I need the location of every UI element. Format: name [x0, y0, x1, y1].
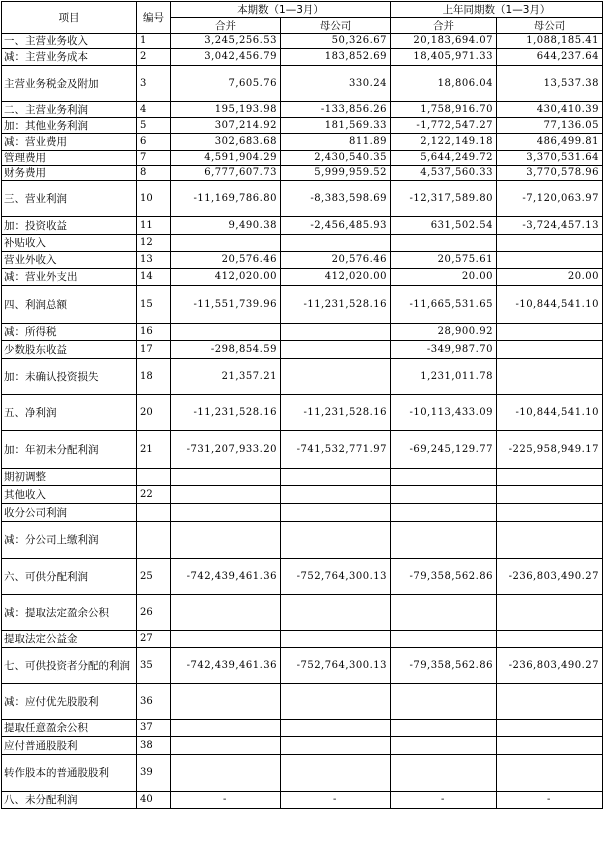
current-consolidated-value: 3,042,456.79	[171, 49, 281, 66]
prior-parent-value: 1,088,185.41	[497, 34, 603, 49]
row-item-label: 减：分公司上缴利润	[2, 522, 137, 559]
prior-consolidated-value	[391, 755, 497, 792]
prior-parent-value: 486,499.81	[497, 134, 603, 151]
row-item-label: 减：营业外支出	[2, 269, 137, 286]
current-consolidated-value: -731,207,933.20	[171, 431, 281, 469]
current-parent-value	[281, 324, 391, 341]
current-consolidated-value	[171, 522, 281, 559]
table-row	[2, 49, 603, 66]
table-row	[2, 66, 603, 102]
row-code: 37	[137, 720, 171, 737]
current-period-header: 本期数（1—3月）	[171, 2, 391, 18]
row-code	[137, 504, 171, 522]
prior-consolidated-value	[391, 737, 497, 755]
prior-parent-value	[497, 720, 603, 737]
current-parent-value: 50,326.67	[281, 34, 391, 49]
row-code: 36	[137, 684, 171, 720]
current-consolidated-value: -	[171, 792, 281, 809]
table-row	[2, 359, 603, 395]
row-item-label: 转作股本的普通股股利	[2, 755, 137, 792]
current-consolidated-value	[171, 755, 281, 792]
prior-parent-value	[497, 684, 603, 720]
row-item-label: 加：未确认投资损失	[2, 359, 137, 395]
row-item-label: 减：提取法定盈余公积	[2, 595, 137, 631]
table-row	[2, 631, 603, 648]
table-row	[2, 737, 603, 755]
prior-parent-value	[497, 486, 603, 504]
row-code: 1	[137, 34, 171, 49]
table-row	[2, 102, 603, 118]
prior-parent-value: -225,958,949.17	[497, 431, 603, 469]
row-code: 22	[137, 486, 171, 504]
row-item-label: 七、可供投资者分配的利润	[2, 648, 137, 684]
current-parent-value	[281, 504, 391, 522]
row-item-label: 二、主营业务利润	[2, 102, 137, 118]
current-consolidated-value: 307,214.92	[171, 118, 281, 134]
prior-parent-value: -7,120,063.97	[497, 181, 603, 217]
table-row	[2, 684, 603, 720]
table-row	[2, 395, 603, 431]
prior-parent-value: 13,537.38	[497, 66, 603, 102]
current-parent-value: -752,764,300.13	[281, 648, 391, 684]
current-consolidated-value: 4,591,904.29	[171, 151, 281, 166]
row-item-label: 财务费用	[2, 166, 137, 181]
prior-consolidated-value: -10,113,433.09	[391, 395, 497, 431]
current-parent-value	[281, 341, 391, 359]
current-consolidated-value: 20,576.46	[171, 252, 281, 269]
table-row	[2, 469, 603, 486]
current-parent-value: 181,569.33	[281, 118, 391, 134]
row-item-label: 营业外收入	[2, 252, 137, 269]
row-item-label: 四、利润总额	[2, 286, 137, 324]
current-consolidated-value	[171, 324, 281, 341]
row-item-label: 提取法定公益金	[2, 631, 137, 648]
row-code: 2	[137, 49, 171, 66]
prior-consolidated-value: -79,358,562.86	[391, 648, 497, 684]
row-item-label: 八、未分配利润	[2, 792, 137, 809]
current-consolidated-value: -298,854.59	[171, 341, 281, 359]
row-item-label: 其他收入	[2, 486, 137, 504]
statement-body	[2, 34, 603, 809]
current-consolidated-value: -742,439,461.36	[171, 559, 281, 595]
prior-parent-value: 644,237.64	[497, 49, 603, 66]
prior-consolidated-value: -79,358,562.86	[391, 559, 497, 595]
row-item-label: 减：应付优先股股利	[2, 684, 137, 720]
prior-parent-value: 77,136.05	[497, 118, 603, 134]
current-parent-value	[281, 595, 391, 631]
prior-consolidated-value	[391, 631, 497, 648]
income-statement-table	[1, 1, 603, 809]
row-code: 11	[137, 217, 171, 235]
current-consolidated-header: 合并	[171, 18, 281, 34]
prior-consolidated-value: 631,502.54	[391, 217, 497, 235]
row-code: 35	[137, 648, 171, 684]
row-item-label: 五、净利润	[2, 395, 137, 431]
row-code: 5	[137, 118, 171, 134]
current-parent-value	[281, 684, 391, 720]
current-parent-value: 183,852.69	[281, 49, 391, 66]
prior-consolidated-value: 1,231,011.78	[391, 359, 497, 395]
current-consolidated-value: 302,683.68	[171, 134, 281, 151]
prior-consolidated-value: -12,317,589.80	[391, 181, 497, 217]
row-code: 10	[137, 181, 171, 217]
prior-parent-value: 3,770,578.96	[497, 166, 603, 181]
row-item-label: 一、主营业务收入	[2, 34, 137, 49]
current-parent-value: -752,764,300.13	[281, 559, 391, 595]
prior-consolidated-header: 合并	[391, 18, 497, 34]
current-parent-value	[281, 737, 391, 755]
row-code: 25	[137, 559, 171, 595]
prior-consolidated-value: 1,758,916.70	[391, 102, 497, 118]
current-parent-value: -11,231,528.16	[281, 286, 391, 324]
prior-consolidated-value	[391, 595, 497, 631]
prior-consolidated-value: -349,987.70	[391, 341, 497, 359]
table-row	[2, 341, 603, 359]
current-consolidated-value	[171, 486, 281, 504]
current-consolidated-value	[171, 631, 281, 648]
current-consolidated-value	[171, 469, 281, 486]
table-row	[2, 559, 603, 595]
table-row	[2, 595, 603, 631]
current-parent-value: 20,576.46	[281, 252, 391, 269]
row-code: 13	[137, 252, 171, 269]
code-header: 编号	[137, 2, 171, 34]
prior-parent-value: 3,370,531.64	[497, 151, 603, 166]
prior-consolidated-value: -	[391, 792, 497, 809]
prior-parent-value: -	[497, 792, 603, 809]
current-consolidated-value	[171, 235, 281, 252]
row-code: 20	[137, 395, 171, 431]
table-row	[2, 34, 603, 49]
current-parent-value	[281, 522, 391, 559]
table-row	[2, 720, 603, 737]
prior-parent-value: -236,803,490.27	[497, 648, 603, 684]
prior-parent-value: 20.00	[497, 269, 603, 286]
row-code	[137, 522, 171, 559]
current-parent-value: -	[281, 792, 391, 809]
prior-consolidated-value: 28,900.92	[391, 324, 497, 341]
current-parent-value	[281, 720, 391, 737]
current-parent-value: 811.89	[281, 134, 391, 151]
prior-parent-value	[497, 737, 603, 755]
table-row	[2, 286, 603, 324]
row-code: 26	[137, 595, 171, 631]
row-code: 39	[137, 755, 171, 792]
table-row	[2, 486, 603, 504]
prior-parent-value	[497, 522, 603, 559]
prior-consolidated-value	[391, 720, 497, 737]
row-item-label: 收分公司利润	[2, 504, 137, 522]
prior-parent-value	[497, 235, 603, 252]
current-parent-value	[281, 469, 391, 486]
current-parent-value: -11,231,528.16	[281, 395, 391, 431]
current-parent-value: -8,383,598.69	[281, 181, 391, 217]
row-item-label: 管理费用	[2, 151, 137, 166]
table-row	[2, 522, 603, 559]
prior-parent-value	[497, 755, 603, 792]
current-parent-value: -741,532,771.97	[281, 431, 391, 469]
row-item-label: 减：所得税	[2, 324, 137, 341]
row-code: 3	[137, 66, 171, 102]
prior-parent-value	[497, 504, 603, 522]
prior-consolidated-value	[391, 504, 497, 522]
row-code: 15	[137, 286, 171, 324]
current-parent-value: -133,856.26	[281, 102, 391, 118]
current-consolidated-value	[171, 684, 281, 720]
prior-consolidated-value: -69,245,129.77	[391, 431, 497, 469]
current-consolidated-value	[171, 737, 281, 755]
row-code: 7	[137, 151, 171, 166]
row-code: 16	[137, 324, 171, 341]
row-item-label: 少数股东收益	[2, 341, 137, 359]
current-parent-value: -2,456,485.93	[281, 217, 391, 235]
current-consolidated-value	[171, 720, 281, 737]
current-consolidated-value: 6,777,607.73	[171, 166, 281, 181]
table-row	[2, 755, 603, 792]
current-consolidated-value: 412,020.00	[171, 269, 281, 286]
prior-parent-value: -3,724,457.13	[497, 217, 603, 235]
row-code: 21	[137, 431, 171, 469]
row-code: 6	[137, 134, 171, 151]
table-row	[2, 648, 603, 684]
prior-parent-value	[497, 359, 603, 395]
table-row	[2, 151, 603, 166]
prior-consolidated-value	[391, 684, 497, 720]
prior-consolidated-value: -11,665,531.65	[391, 286, 497, 324]
table-row	[2, 166, 603, 181]
prior-consolidated-value	[391, 235, 497, 252]
row-item-label: 期初调整	[2, 469, 137, 486]
prior-parent-value: -236,803,490.27	[497, 559, 603, 595]
current-parent-value	[281, 486, 391, 504]
row-item-label: 减：营业费用	[2, 134, 137, 151]
prior-consolidated-value: 18,806.04	[391, 66, 497, 102]
row-code: 8	[137, 166, 171, 181]
current-consolidated-value: -742,439,461.36	[171, 648, 281, 684]
row-code: 4	[137, 102, 171, 118]
current-parent-value: 2,430,540.35	[281, 151, 391, 166]
prior-parent-value	[497, 324, 603, 341]
prior-parent-value: -10,844,541.10	[497, 395, 603, 431]
prior-parent-value	[497, 341, 603, 359]
table-row	[2, 431, 603, 469]
prior-consolidated-value	[391, 522, 497, 559]
current-parent-value	[281, 235, 391, 252]
prior-consolidated-value: 2,122,149.18	[391, 134, 497, 151]
row-code: 27	[137, 631, 171, 648]
prior-consolidated-value: 20,183,694.07	[391, 34, 497, 49]
current-parent-header: 母公司	[281, 18, 391, 34]
current-consolidated-value: -11,551,739.96	[171, 286, 281, 324]
current-consolidated-value: 9,490.38	[171, 217, 281, 235]
row-item-label: 补贴收入	[2, 235, 137, 252]
item-header: 项目	[2, 2, 137, 34]
table-row	[2, 118, 603, 134]
prior-consolidated-value	[391, 486, 497, 504]
current-parent-value	[281, 631, 391, 648]
row-item-label: 减：主营业务成本	[2, 49, 137, 66]
row-item-label: 应付普通股股利	[2, 737, 137, 755]
prior-consolidated-value: 20.00	[391, 269, 497, 286]
row-item-label: 三、营业利润	[2, 181, 137, 217]
row-code: 40	[137, 792, 171, 809]
prior-parent-value: -10,844,541.10	[497, 286, 603, 324]
prior-consolidated-value	[391, 469, 497, 486]
prior-parent-value	[497, 595, 603, 631]
prior-consolidated-value: 18,405,971.33	[391, 49, 497, 66]
prior-parent-value: 430,410.39	[497, 102, 603, 118]
row-item-label: 六、可供分配利润	[2, 559, 137, 595]
row-item-label: 加：年初未分配利润	[2, 431, 137, 469]
row-item-label: 提取任意盈余公积	[2, 720, 137, 737]
row-code: 17	[137, 341, 171, 359]
prior-consolidated-value: -1,772,547.27	[391, 118, 497, 134]
current-consolidated-value	[171, 595, 281, 631]
row-code: 14	[137, 269, 171, 286]
prior-consolidated-value: 4,537,560.33	[391, 166, 497, 181]
table-row	[2, 217, 603, 235]
prior-parent-value	[497, 631, 603, 648]
current-parent-value	[281, 359, 391, 395]
table-row	[2, 324, 603, 341]
row-code: 38	[137, 737, 171, 755]
current-consolidated-value: 21,357.21	[171, 359, 281, 395]
current-parent-value	[281, 755, 391, 792]
row-code: 12	[137, 235, 171, 252]
current-consolidated-value: 7,605.76	[171, 66, 281, 102]
current-consolidated-value: -11,231,528.16	[171, 395, 281, 431]
prior-parent-header: 母公司	[497, 18, 603, 34]
row-item-label: 加：其他业务利润	[2, 118, 137, 134]
current-parent-value: 330.24	[281, 66, 391, 102]
current-consolidated-value	[171, 504, 281, 522]
table-row	[2, 504, 603, 522]
current-parent-value: 412,020.00	[281, 269, 391, 286]
table-row	[2, 792, 603, 809]
table-row	[2, 269, 603, 286]
row-item-label: 主营业务税金及附加	[2, 66, 137, 102]
prior-consolidated-value: 5,644,249.72	[391, 151, 497, 166]
row-code: 18	[137, 359, 171, 395]
current-consolidated-value: 3,245,256.53	[171, 34, 281, 49]
prior-parent-value	[497, 252, 603, 269]
prior-consolidated-value: 20,575.61	[391, 252, 497, 269]
prior-period-header: 上年同期数（1—3月）	[391, 2, 603, 18]
current-consolidated-value: 195,193.98	[171, 102, 281, 118]
table-row	[2, 134, 603, 151]
table-row	[2, 235, 603, 252]
current-parent-value: 5,999,959.52	[281, 166, 391, 181]
prior-parent-value	[497, 469, 603, 486]
row-code	[137, 469, 171, 486]
current-consolidated-value: -11,169,786.80	[171, 181, 281, 217]
table-row	[2, 252, 603, 269]
row-item-label: 加：投资收益	[2, 217, 137, 235]
table-row	[2, 181, 603, 217]
